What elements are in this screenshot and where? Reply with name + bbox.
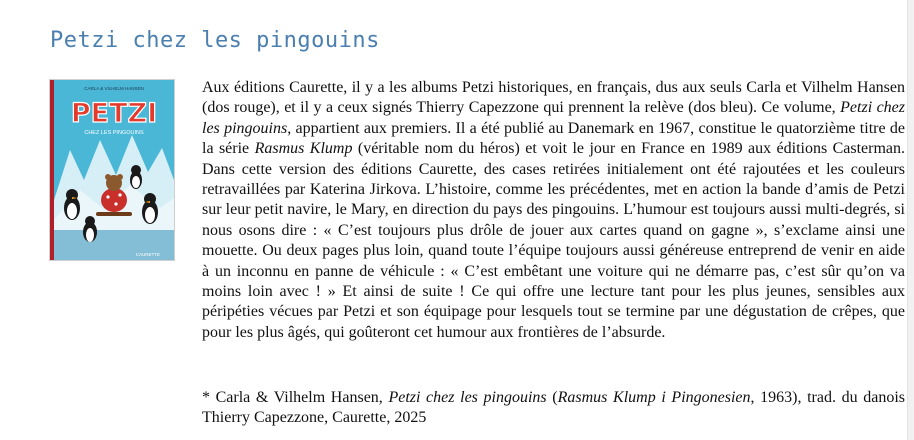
book-cover-image	[49, 79, 175, 261]
cover-credit-text: CARLA & VILHELM HANSEN	[84, 86, 144, 91]
cover-publisher-text: CAURETTE	[135, 252, 160, 257]
credit-mid: (	[546, 389, 558, 406]
article-title: Petzi chez les pingouins	[50, 28, 380, 53]
body-text-part-1: Aux éditions Caurette, il y a les albums Petzi historiques, en français, dus aux seuls Carla et Vilhelm Hansen (dos rouge), et il y a ceux signés Thierry Capezzone qui prennent la relève (dos bleu). Ce volume,	[202, 79, 905, 117]
credit-original-title: Rasmus Klump i Pingonesien	[557, 389, 751, 406]
book-title-italic: Petzi chez les pingouins	[202, 99, 906, 137]
body-text-part-2: , appartient aux premiers. Il a été publié au Danemark en 1967, constitue le quatorzième titre de la série	[202, 119, 905, 158]
cover-logo-text: PETZI	[70, 98, 158, 129]
cover-subtitle-text: CHEZ LES PINGOUINS	[84, 130, 144, 136]
credit-book-title: Petzi chez les pingouins	[388, 389, 547, 406]
credit-prefix: * Carla & Vilhelm Hansen,	[202, 389, 389, 406]
credit-suffix: , 1963), trad. du danois Thierry Capezzone, Caurette, 2025	[202, 389, 906, 427]
page-edge-rule	[907, 0, 914, 440]
review-body	[202, 78, 905, 343]
series-title-italic: Rasmus Klump	[254, 140, 353, 158]
body-text-part-3: (véritable nom du héros) et voit le jour en France en 1989 aux éditions Casterman. Dans cette version des éditions Caurette, des cases retirées initialement ont été rajoutées et les couleurs retravaillées par Katerina Jirkova. L’histoire, comme les précédentes, met en action la bande d’amis de Petzi sur leur petit navire, le Mary, en direction du pays des pingouins. L’humour est toujours aussi multi-degrés, si nous osons dire : « C’est toujours plus drôle de jouer aux cartes quand on gagne », s’exclame ainsi une mouette. Ou deux pages plus loin, quand toute l’équipe toujours aussi généreuse entreprend de venir en aide à un inconnu en panne de véhicule : « C’est embêtant une voiture qui ne démarre pas, c’est sûr qu’on va moins loin avec ! » Et ainsi de suite ! Ce qui offre une lecture tant pour les plus jeunes, sensibles aux péripéties vécues par Petzi et son équipage pour lesquels tout se termine par une dégustation de crêpes, que pour les plus âgés, qui goûteront cet humour aux frontières de l’absurde.	[202, 140, 906, 341]
book-credit	[202, 388, 905, 429]
